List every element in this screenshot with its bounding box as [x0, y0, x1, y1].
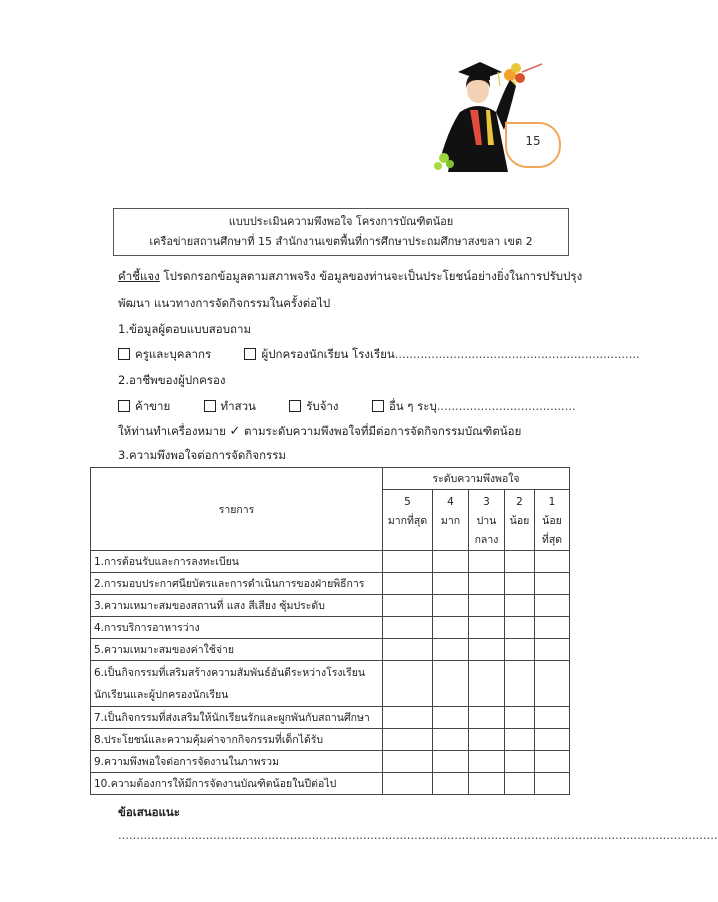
item-header: รายการ [91, 468, 383, 551]
level-header: ระดับความพึงพอใจ [383, 468, 570, 490]
rating-cell[interactable] [505, 617, 535, 639]
rating-cell[interactable] [433, 729, 469, 751]
row-label: 3.ความเหมาะสมของสถานที่ แสง สีเสียง ซุ้มประดับ [91, 595, 383, 617]
section3-heading: 3.ความพึงพอใจต่อการจัดกิจกรรม [118, 448, 286, 462]
table-row [91, 595, 570, 617]
checkbox-hired[interactable] [289, 400, 301, 412]
option-trade-label: ค้าขาย [135, 399, 171, 413]
rating-cell[interactable] [433, 551, 469, 573]
form-title-line2: เครือข่ายสถานศึกษาที่ 15 สำนักงานเขตพื้นที่การศึกษาประถมศึกษาสงขลา เขต 2 [149, 235, 533, 248]
rating-cell[interactable] [383, 573, 433, 595]
row-label: 2.การมอบประกาศนียบัตรและการดำเนินการของฝ่ายพิธีการ [91, 573, 383, 595]
row-label: 6.เป็นกิจกรรมที่เสริมสร้างความสัมพันธ์อันดีระหว่างโรงเรียน นักเรียนและผู้ปกครองนักเรียน [91, 661, 383, 707]
checkbox-teacher[interactable] [118, 348, 130, 360]
option-teacher-label: ครูและบุคลากร [135, 347, 212, 361]
rating-cell[interactable] [383, 773, 433, 795]
level-3-header: 3 ปาน กลาง [469, 490, 505, 551]
rating-cell[interactable] [505, 729, 535, 751]
row-label: 10.ความต้องการให้มีการจัดงานบัณฑิตน้อยในปีต่อไป [91, 773, 383, 795]
rating-cell[interactable] [433, 617, 469, 639]
satisfaction-table [90, 467, 570, 795]
table-row [91, 661, 570, 707]
rating-cell[interactable] [469, 661, 505, 707]
table-row [91, 551, 570, 573]
rating-cell[interactable] [469, 595, 505, 617]
rating-cell[interactable] [433, 661, 469, 707]
rating-cell[interactable] [383, 751, 433, 773]
page-number-badge [505, 122, 561, 168]
level-2-header: 2 น้อย [505, 490, 535, 551]
rating-cell[interactable] [433, 573, 469, 595]
respondent-options [118, 346, 640, 364]
row-label: 7.เป็นกิจกรรมที่ส่งเสริมให้นักเรียนรักและผูกพันกับสถานศึกษา [91, 707, 383, 729]
rating-cell[interactable] [535, 751, 570, 773]
rating-cell[interactable] [469, 617, 505, 639]
occupation-options [118, 398, 576, 416]
page-number: 15 [525, 134, 541, 148]
rating-cell[interactable] [535, 773, 570, 795]
rating-cell[interactable] [433, 595, 469, 617]
rating-cell[interactable] [535, 595, 570, 617]
rating-cell[interactable] [505, 595, 535, 617]
rating-cell[interactable] [469, 751, 505, 773]
rating-cell[interactable] [469, 729, 505, 751]
mark-instruction-before: ให้ท่านทำเครื่องหมาย [118, 424, 230, 438]
rating-cell[interactable] [383, 617, 433, 639]
rating-cell[interactable] [469, 773, 505, 795]
form-title-line1: แบบประเมินความพึงพอใจ โครงการบัณฑิตน้อย [228, 215, 454, 228]
table-row [91, 773, 570, 795]
instructions-line1 [118, 268, 582, 286]
rating-cell[interactable] [535, 661, 570, 707]
rating-cell[interactable] [469, 639, 505, 661]
suggestion-blank[interactable]: .................................................................................................................................................................... [118, 828, 718, 842]
table-row [91, 573, 570, 595]
form-title-box [113, 208, 569, 256]
rating-cell[interactable] [535, 617, 570, 639]
rating-cell[interactable] [433, 773, 469, 795]
level-5-header: 5 มากที่สุด [383, 490, 433, 551]
row-label: 5.ความเหมาะสมของค่าใช้จ่าย [91, 639, 383, 661]
rating-cell[interactable] [505, 551, 535, 573]
row-label: 1.การต้อนรับและการลงทะเบียน [91, 551, 383, 573]
check-mark-icon: ✓ [229, 424, 241, 439]
instructions-line2: พัฒนา แนวทางการจัดกิจกรรมในครั้งต่อไป [118, 296, 331, 310]
rating-cell[interactable] [383, 661, 433, 707]
option-hired-label: รับจ้าง [306, 399, 339, 413]
table-row [91, 729, 570, 751]
rating-cell[interactable] [433, 707, 469, 729]
checkbox-other[interactable] [372, 400, 384, 412]
rating-cell[interactable] [535, 551, 570, 573]
rating-cell[interactable] [383, 707, 433, 729]
rating-cell[interactable] [383, 595, 433, 617]
section1-heading: 1.ข้อมูลผู้ตอบแบบสอบถาม [118, 322, 252, 336]
rating-cell[interactable] [469, 707, 505, 729]
option-parent-label: ผู้ปกครองนักเรียน โรงเรียน [261, 347, 395, 361]
suggestion-heading: ข้อเสนอแนะ [118, 805, 180, 819]
rating-cell[interactable] [383, 551, 433, 573]
rating-cell[interactable] [433, 751, 469, 773]
rating-cell[interactable] [505, 773, 535, 795]
level-1-header: 1 น้อย ที่สุด [535, 490, 570, 551]
rating-cell[interactable] [383, 639, 433, 661]
rating-cell[interactable] [535, 639, 570, 661]
level-4-header: 4 มาก [433, 490, 469, 551]
instructions-label: คำชี้แจง [118, 269, 160, 283]
mark-instruction-after: ตามระดับความพึงพอใจที่มีต่อการจัดกิจกรรมบัณฑิตน้อย [240, 424, 522, 438]
mark-instruction [118, 423, 521, 441]
rating-cell[interactable] [383, 729, 433, 751]
table-row [91, 617, 570, 639]
rating-cell[interactable] [505, 639, 535, 661]
rating-cell[interactable] [535, 707, 570, 729]
rating-cell[interactable] [535, 729, 570, 751]
instructions-text1: โปรดกรอกข้อมูลตามสภาพจริง ข้อมูลของท่านจะเป็นประโยชน์อย่างยิ่งในการปรับปรุง [159, 269, 583, 283]
rating-cell[interactable] [469, 551, 505, 573]
checkbox-parent[interactable] [244, 348, 256, 360]
rating-cell[interactable] [469, 573, 505, 595]
section2-heading: 2.อาชีพของผู้ปกครอง [118, 373, 226, 387]
row-label: 8.ประโยชน์และความคุ้มค่าจากกิจกรรมที่เด็กได้รับ [91, 729, 383, 751]
checkbox-farming[interactable] [204, 400, 216, 412]
row-label: 4.การบริการอาหารว่าง [91, 617, 383, 639]
rating-cell[interactable] [505, 573, 535, 595]
checkbox-trade[interactable] [118, 400, 130, 412]
rating-cell[interactable] [433, 639, 469, 661]
row-label: 9.ความพึงพอใจต่อการจัดงานในภาพรวม [91, 751, 383, 773]
table-row [91, 707, 570, 729]
other-occupation-blank[interactable]: ...................................... [436, 399, 576, 413]
rating-cell[interactable] [505, 707, 535, 729]
option-other-label: อื่น ๆ ระบุ [388, 399, 437, 413]
option-farming-label: ทำสวน [220, 399, 256, 413]
table-row [91, 751, 570, 773]
rating-cell[interactable] [505, 751, 535, 773]
rating-cell[interactable] [505, 661, 535, 707]
school-name-blank[interactable]: ................................................................... [394, 347, 640, 361]
rating-cell[interactable] [535, 573, 570, 595]
table-row [91, 639, 570, 661]
